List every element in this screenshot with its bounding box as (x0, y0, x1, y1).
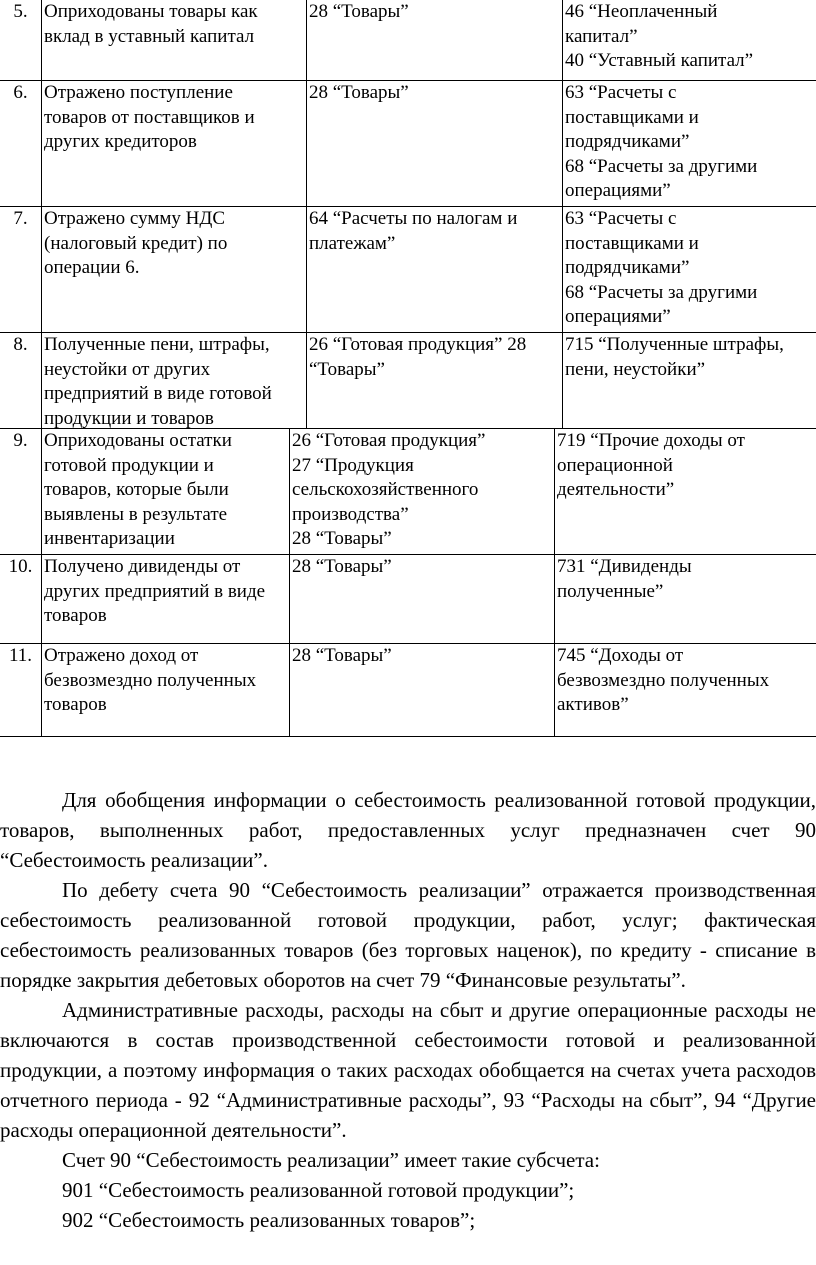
operation-cell: Отражено доход от безвозмездно полученных товаров (42, 644, 290, 736)
row-number-cell: 7. (0, 207, 42, 332)
paragraph: По дебету счета 90 “Себестоимость реализации” отражается производственная себестоимость реализованной готовой продукции, работ, услуг; фактическая себестоимость реализованных товаров (без торговых наценок), по кредиту - списание в порядке закрытия дебетовых оборотов на счет 79 “Финансовые результаты”. (0, 878, 816, 992)
body-text (0, 785, 816, 1235)
row-number-cell: 8. (0, 333, 42, 428)
debit-cell: 28 “Товары” (290, 644, 555, 736)
table-row (0, 81, 816, 206)
row-number-cell: 5. (0, 0, 42, 80)
operation-cell: Оприходованы товары как вклад в уставный капитал (42, 0, 307, 80)
paragraph: 901 “Себестоимость реализованной готовой продукции”; (62, 1178, 575, 1202)
credit-cell: 731 “Дивиденды полученные” (557, 556, 692, 602)
operation-cell: Отражено сумму НДС (налоговый кредит) по операции 6. (42, 207, 307, 332)
operation-cell: Оприходованы остатки готовой продукции и товаров, которые были выявлены в результате инвентаризации (42, 429, 290, 554)
debit-cell: 26 “Готовая продукция” 27 “Продукция сельскохозяйственного производства” 28 “Товары” (290, 429, 555, 554)
table-bottom-border (0, 736, 816, 737)
operation-cell: Отражено поступление товаров от поставщиков и других кредиторов (42, 81, 307, 206)
paragraph: Счет 90 “Себестоимость реализации” имеет такие субсчета: (62, 1148, 600, 1172)
operation-cell: Получено дивиденды от других предприятий в виде товаров (42, 555, 290, 643)
table-row (0, 333, 816, 428)
row-number-cell: 11. (0, 644, 42, 736)
table-row (0, 555, 816, 643)
credit-cell: 719 “Прочие доходы от операционной деятельности” (557, 430, 745, 500)
debit-cell: 64 “Расчеты по налогам и платежам” (307, 207, 563, 332)
credit-cell: 715 “Полученные штрафы, пени, неустойки” (565, 334, 784, 380)
table-row (0, 0, 816, 80)
credit-cell: 63 “Расчеты с поставщиками и подрядчиками” 68 “Расчеты за другими операциями” (565, 208, 758, 327)
table-row (0, 429, 816, 554)
credit-cell: 46 “Неоплаченный капитал” 40 “Уставный капитал” (565, 1, 754, 71)
row-number-cell: 10. (0, 555, 42, 643)
debit-cell: 28 “Товары” (307, 81, 563, 206)
credit-cell: 63 “Расчеты с поставщиками и подрядчиками” 68 “Расчеты за другими операциями” (565, 82, 758, 201)
operation-cell: Полученные пени, штрафы, неустойки от других предприятий в виде готовой продукции и товаров (42, 333, 307, 428)
table-row (0, 207, 816, 332)
paragraph: Административные расходы, расходы на сбыт и другие операционные расходы не включаются в состав производственной себестоимости готовой и реализованной продукции, а поэтому информация о таких расходах обобщается на счетах учета расходов отчетного периода - 92 “Административные расходы”, 93 “Расходы на сбыт”, 94 “Другие расходы операционной деятельности”. (0, 998, 816, 1142)
paragraph: Для обобщения информации о себестоимость реализованной готовой продукции, товаров, выполненных работ, предоставленных услуг предназначен счет 90 “Себестоимость реализации”. (0, 788, 816, 872)
debit-cell: 26 “Готовая продукция” 28 “Товары” (307, 333, 563, 428)
row-number-cell: 9. (0, 429, 42, 554)
debit-cell: 28 “Товары” (307, 0, 563, 80)
table-row (0, 644, 816, 736)
credit-cell: 745 “Доходы от безвозмездно полученных активов” (557, 645, 770, 715)
debit-cell: 28 “Товары” (290, 555, 555, 643)
paragraph: 902 “Себестоимость реализованных товаров”; (62, 1208, 476, 1232)
row-number-cell: 6. (0, 81, 42, 206)
